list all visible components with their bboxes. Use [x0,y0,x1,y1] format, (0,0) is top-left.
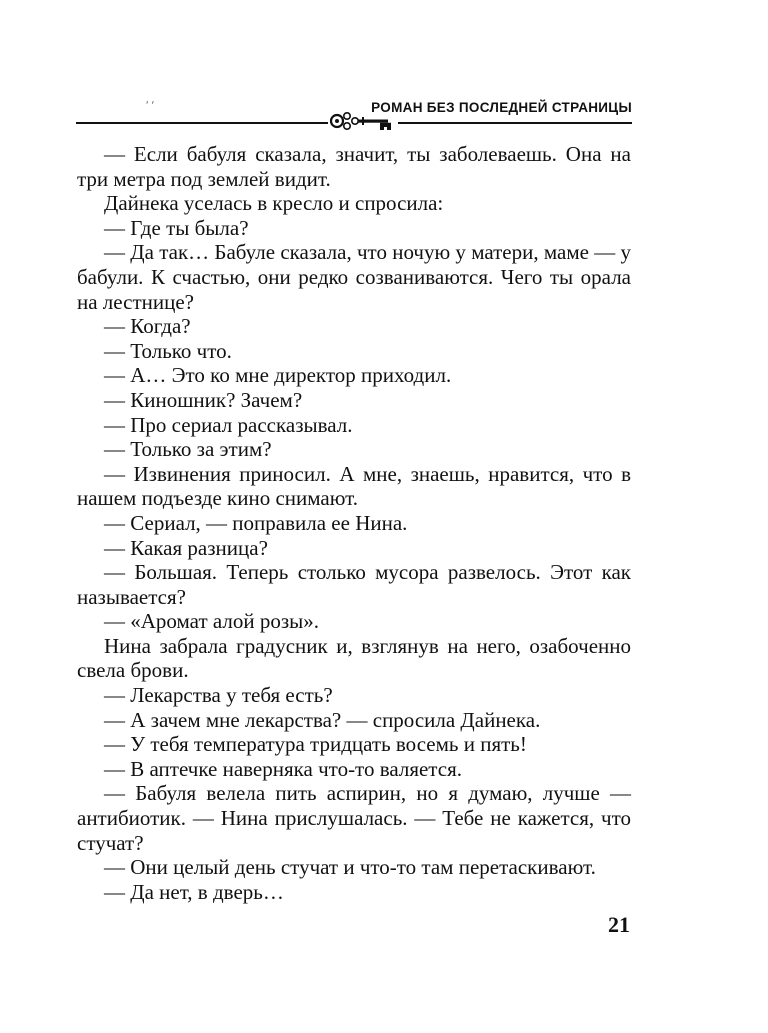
paragraph: Дайнека уселась в кресло и спросила: [104,191,444,216]
paragraph: — А… Это ко мне директор приходил. [104,363,452,388]
paragraph: — Какая разница? [104,535,268,560]
paragraph: — Да так… Бабуле сказала, что ночую у матери, маме — у бабули. К счастью, они редко созваниваются. Чего ты орала на лестнице? [77,240,631,314]
paragraph: — Про сериал рассказывал. [104,412,353,437]
paragraph: — Когда? [104,314,191,339]
paragraph: — У тебя температура тридцать восемь и пять! [104,732,527,757]
paragraph: — Да нет, в дверь… [104,879,284,904]
paragraph: — Сериал, — поправила ее Нина. [104,510,408,535]
paragraph: Нина забрала градусник и, взглянув на него, озабоченно свела брови. [77,633,631,683]
running-header [76,86,632,134]
paragraph: — Большая. Теперь столько мусора развелось. Этот как называется? [77,560,631,609]
paragraph: — Только за этим? [104,437,272,462]
paragraph: — Киношник? Зачем? [104,387,303,412]
paragraph: — Только что. [104,338,232,363]
page-number: 21 [608,912,630,937]
paragraph: — Если бабуля сказала, значит, ты заболеваешь. Она на три метра под землей видит. [77,142,631,191]
paragraph: — «Аромат алой розы». [104,609,319,634]
paragraph: — Бабуля велела пить аспирин, но я думаю, лучше — антибиотик. — Нина прислушалась. — Тебе не кажется, что стучат? [77,781,631,855]
paragraph: — В аптечке наверняка что-то валяется. [104,756,462,781]
running-title: РОМАН БЕЗ ПОСЛЕДНЕЙ СТРАНИЦЫ [371,100,632,115]
header-marks: ʹ ʹ [146,98,155,112]
body-text [77,142,631,904]
paragraph: — Где ты была? [104,215,249,240]
paragraph: — А зачем мне лекарства? — спросила Дайнека. [104,707,541,732]
paragraph: — Лекарства у тебя есть? [104,683,333,708]
paragraph: — Извинения приносил. А мне, знаешь, нравится, что в нашем подъезде кино снимают. [77,461,631,511]
paragraph: — Они целый день стучат и что-то там перетаскивают. [104,855,596,880]
